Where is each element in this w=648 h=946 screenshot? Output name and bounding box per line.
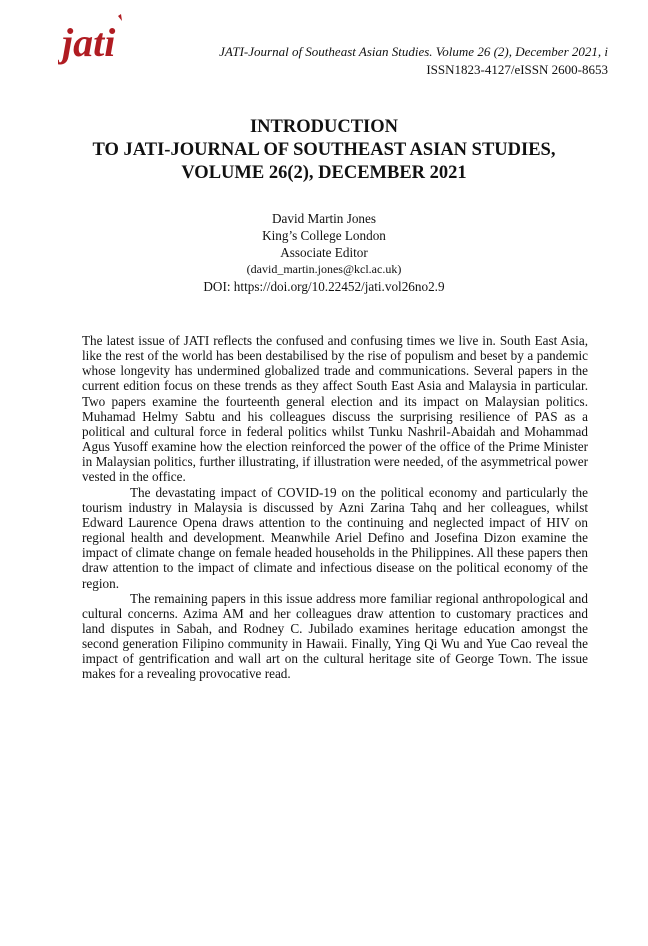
author-name: David Martin Jones (271, 211, 377, 226)
author-email[interactable]: (david_martin.jones@kcl.ac.uk) (246, 262, 402, 276)
jati-logo-icon (58, 12, 130, 70)
paragraph: The devastating impact of COVID-19 on the political economy and particularly the tourism industry in Malaysia is discussed by Azni Zarina Tahq and her colleagues, whilst Edward Laurence Opena draws attention to the continuing and neglected impact of HIV on regional health and development. Meanwhile Ariel Defino and Josefina Dizon examine the impact of climate change on female headed households in the Philippines. All these papers then draw attention to the impact of climate and infectious disease on the political economy of the region. (82, 484, 588, 591)
title-line: TO JATI-JOURNAL OF SOUTHEAST ASIAN STUDIES, (92, 140, 556, 160)
title-line: INTRODUCTION (249, 117, 399, 137)
author-affiliation: King’s College London (262, 228, 386, 243)
author-block (0, 210, 648, 295)
doi-link[interactable]: DOI: https://doi.org/10.22452/jati.vol26no2.9 (203, 279, 445, 294)
issn-line: ISSN1823-4127/eISSN 2600-8653 (426, 62, 608, 77)
paragraph: The remaining papers in this issue address more familiar regional anthropological and cultural concerns. Azima AM and her colleagues draw attention to customary practices and land disputes in Sabah, and Rodney C. Jubilado examines heritage education amongst the second generation Filipino community in Hawaii. Finally, Ying Qi Wu and Yue Cao reveal the impact of gentrification and wall art on the cultural heritage site of George Town. The issue makes for a revealing provocative read. (82, 590, 588, 682)
title-line: VOLUME 26(2), DECEMBER 2021 (181, 163, 467, 183)
journal-citation: JATI-Journal of Southeast Asian Studies. Volume 26 (2), December 2021, i (219, 44, 608, 59)
logo-wordmark: jati (62, 20, 116, 65)
author-role: Associate Editor (280, 245, 368, 260)
paragraph: The latest issue of JATI reflects the confused and confusing times we live in. South East Asia, like the rest of the world has been destabilised by the rise of populism and beset by a pandemic whose longevity has undermined globalized trade and communications. Several papers in the current edition focus on these trends as they affect South East Asia and Malaysia in particular. Two papers examine the fourteenth general election and its impact on Malaysian politics. Muhamad Helmy Sabtu and his colleagues discuss the surprising resilience of PAS as a political and cultural force in federal politics whilst Tunku Nashril-Abaidah and Mohammad Agus Yusoff examine how the election reinforced the power of the office of the Prime Minister in Malaysian politics, further illustrating, if illustration were needed, of the asymmetrical power vested in the office. (82, 333, 588, 485)
body-text (82, 333, 588, 682)
page-title (0, 116, 648, 185)
journal-logo (58, 12, 130, 70)
